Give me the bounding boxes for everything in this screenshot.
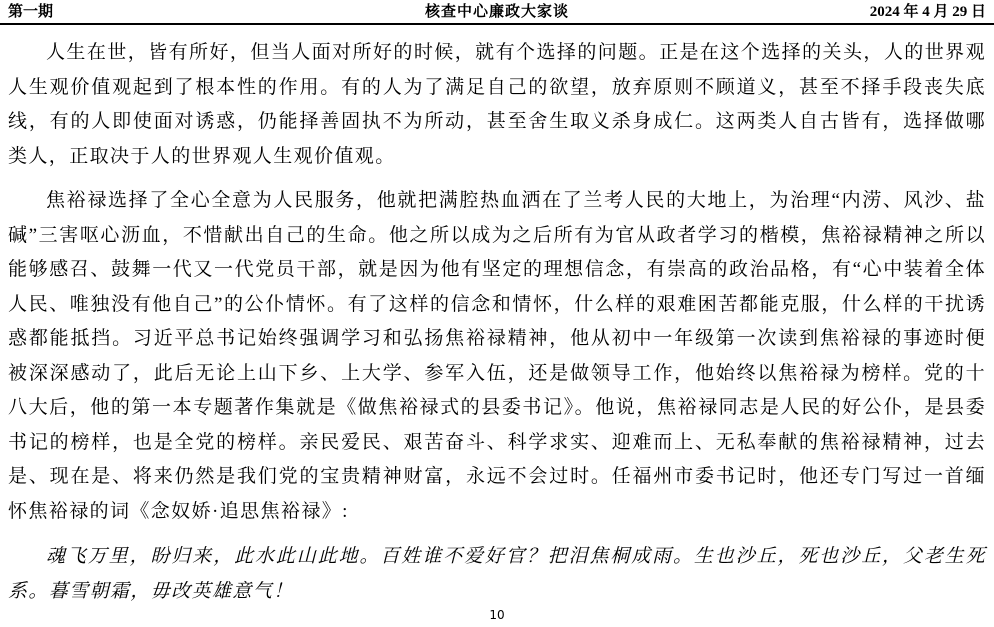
header-issue-label: 第一期 [8, 4, 54, 20]
paragraph: 焦裕禄选择了全心全意为人民服务，他就把满腔热血洒在了兰考人民的大地上，为治理“内涝、风沙、盐碱”三害呕心沥血，不惜献出自己的生命。他之所以成为之后所有为官从政者学习的楷模，焦裕禄精神之所以能够感召、鼓舞一代又一代党员干部，就是因为他有坚定的理想信念，有崇高的政治品格，有“心中装着全体人民、唯独没有他自己”的公仆情怀。有了这样的信念和情怀，什么样的艰难困苦都能克服，什么样的干扰诱惑都能抵挡。习近平总书记始终强调学习和弘扬焦裕禄精神，他从初中一年级第一次读到焦裕禄的事迹时便被深深感动了，此后无论上山下乡、上大学、参军入伍，还是做领导工作，他始终以焦裕禄为榜样。党的十八大后，他的第一本专题著作集就是《做焦裕禄式的县委书记》。他说，焦裕禄同志是人民的好公仆，是县委书记的榜样，也是全党的榜样。亲民爱民、艰苦奋斗、科学求实、迎难而上、无私奉献的焦裕禄精神，过去是、现在是、将来仍然是我们党的宝贵精神财富，永远不会过时。任福州市委书记时，他还专门写过一首缅怀焦裕禄的词《念奴娇·追思焦裕禄》: [8, 190, 986, 522]
page-number: 10 [489, 608, 505, 622]
header-title: 核查中心廉政大家谈 [424, 4, 569, 20]
header-date: 2024 年 4 月 29 日 [869, 4, 986, 20]
page-header [0, 0, 994, 25]
paragraph: 人生在世，皆有所好，但当人面对所好的时候，就有个选择的问题。正是在这个选择的关头，人的世界观人生观价值观起到了根本性的作用。有的人为了满足自己的欲望，放弃原则不顾道义，甚至不择手段丧失底线，有的人即使面对诱惑，仍能择善固执不为所动，甚至舍生取义杀身成仁。这两类人自古皆有，选择做哪类人，正取决于人的世界观人生观价值观。 [8, 42, 986, 167]
paragraph-poem: 魂飞万里，盼归来，此水此山此地。百姓谁不爱好官？把泪焦桐成雨。生也沙丘，死也沙丘，父老生死系。暮雪朝霜，毋改英雄意气！ [8, 545, 986, 602]
document-body [0, 25, 994, 608]
